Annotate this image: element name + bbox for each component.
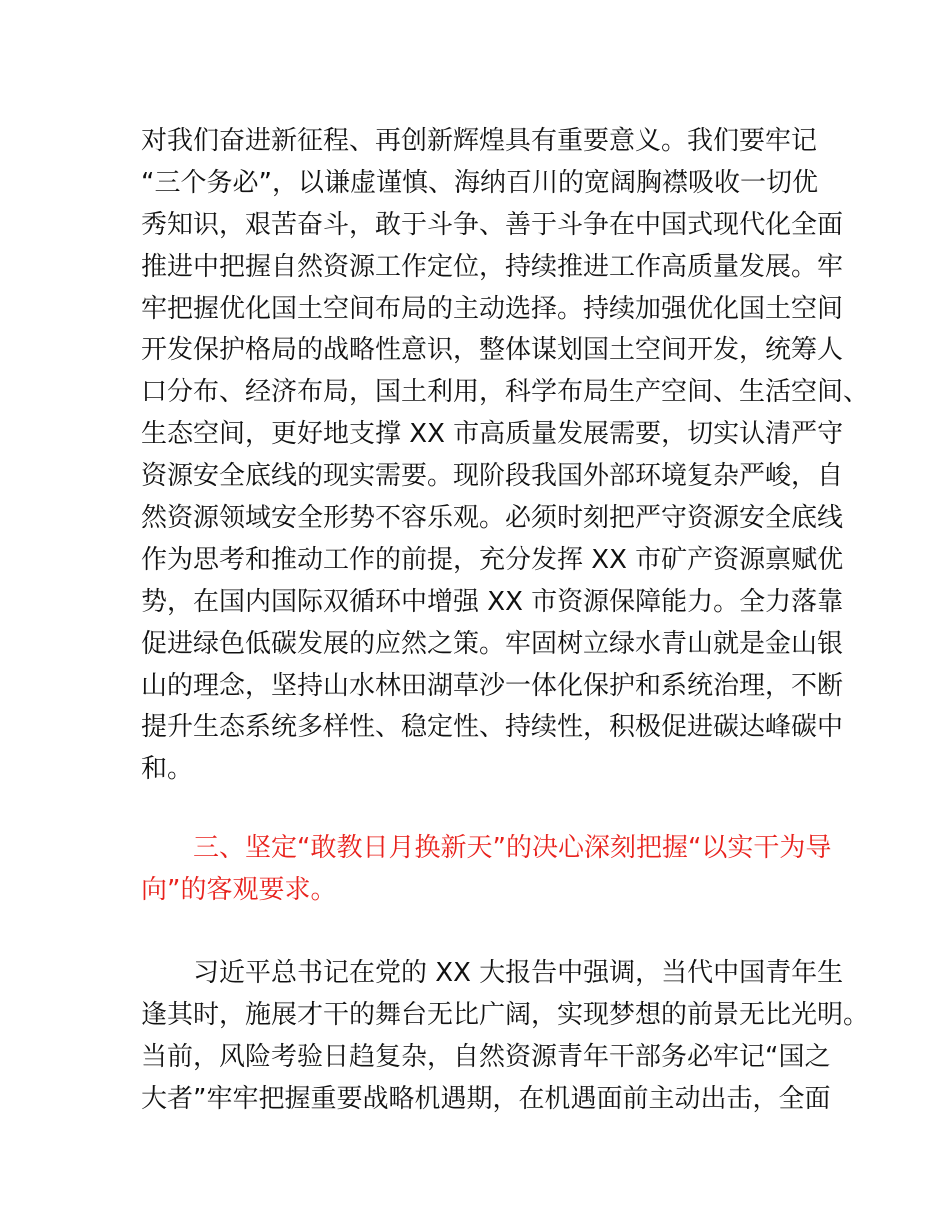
- section-heading: [141, 828, 832, 912]
- text-line: 大者”牢牢把握重要战略机遇期，在机遇面前主动出击，全面: [141, 1083, 831, 1114]
- text-line: 逢其时，施展才干的舞台无比广阔，实现梦想的前景无比光明。: [141, 999, 870, 1030]
- text-line: 然资源领域安全形势不容乐观。必须时刻把严守资源安全底线: [141, 503, 844, 534]
- text-line: 当前，风险考验日趋复杂，自然资源青年干部务必牢记“国之: [141, 1041, 831, 1072]
- text-line: 势，在国内国际双循环中增强 XX 市资源保障能力。全力落靠: [141, 586, 844, 617]
- heading-line: 向”的客观要求。: [141, 874, 337, 905]
- text-line: 促进绿色低碳发展的应然之策。牢固树立绿水青山就是金山银: [141, 628, 844, 659]
- text-line: 牢把握优化国土空间布局的主动选择。持续加强优化国土空间: [141, 293, 844, 324]
- text-line: 生态空间，更好地支撑 XX 市高质量发展需要，切实认清严守: [141, 419, 844, 450]
- text-line: 资源安全底线的现实需要。现阶段我国外部环境复杂严峻，自: [141, 461, 844, 492]
- text-line: 习近平总书记在党的 XX 大报告中强调，当代中国青年生: [193, 958, 844, 988]
- text-line: 推进中把握自然资源工作定位，持续推进工作高质量发展。牢: [141, 251, 844, 282]
- text-line: 提升生态系统多样性、稳定性、持续性，积极促进碳达峰碳中: [141, 712, 844, 743]
- text-line: 开发保护格局的战略性意识，整体谋划国土空间开发，统筹人: [141, 335, 844, 366]
- text-line: 作为思考和推动工作的前提，充分发挥 XX 市矿产资源禀赋优: [141, 544, 844, 575]
- text-line: 对我们奋进新征程、再创新辉煌具有重要意义。我们要牢记: [141, 126, 818, 156]
- text-line: 口分布、经济布局，国土利用，科学布局生产空间、生活空间、: [141, 377, 870, 408]
- text-line: 秀知识，艰苦奋斗，敢于斗争、善于斗争在中国式现代化全面: [141, 209, 844, 240]
- text-line: 山的理念，坚持山水林田湖草沙一体化保护和系统治理，不断: [141, 670, 844, 701]
- text-line: “三个务必”，以谦虚谨慎、海纳百川的宽阔胸襟吸收一切优: [141, 167, 818, 198]
- heading-line: 三、坚定“敢教日月换新天”的决心深刻把握“以实干为导: [193, 833, 832, 863]
- body-paragraph: [141, 953, 870, 1121]
- body-paragraph: [141, 121, 870, 791]
- text-line: 和。: [141, 754, 194, 785]
